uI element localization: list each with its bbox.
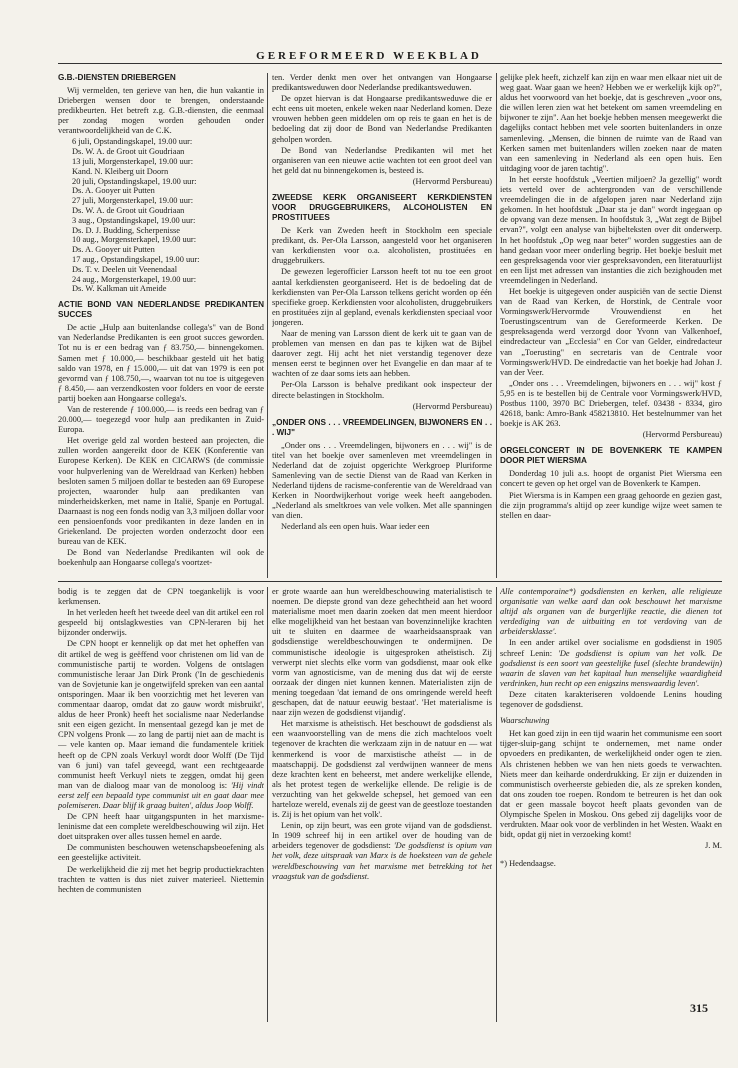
paragraph: In het eerste hoofdstuk „Veertien miljoen? Ja gezellig" wordt iets verteld over de achtergronden van de verschillende vreemdelingen die in de afgelopen jaren naar Nederland zijn gekomen. In het hoofdstuk „Daar sta je dan" wordt ingegaan op de opvang van deze mensen. In hoofdstuk 3, „Wat zegt de Bijbel ervan?", volgt een analyse van bijbelteksten over dit onderwerp. In het hoofdstuk „Op weg naar beter" worden suggesties aan de hand gedaan voor meer onderling begrip. Het boekje besluit met een gespreksagenda voor vier gespreksavonden, een literatuurlijst en een lijst met adressen van instanties die zich bezighouden met vreemdelingen in Nederland. [500,174,722,285]
paragraph: bodig is te zeggen dat de CPN toegankelijk is voor kerkmensen. [58,587,264,607]
paragraph: Het kan goed zijn in een tijd waarin het communisme een soort tijger-sluip-gang schijnt te ondernemen, met name onder opvoeders en predikanten, de werkelijkheid onder ogen te zien. Als christenen hebben we van hen niets goeds te verwachten. Niets meer dan keiharde onderdrukking. Er zijn er duizenden in communistisch overheerste gebieden die, als ze spreken konden, dat ons zouden toe roepen. Rondom te betreuren is het dan ook dat er geen massale boycot heeft plaats gevonden van de Olympische Spelen in Moskou. Ons gebed zij dagelijks voor de verdrukten. Maar ook voor de verblinden in het Westen. Waakt en bidt, opdat gij niet in verzoeking komt! [500,729,722,840]
running-head: GEREFORMEERD WEEKBLAD [256,50,482,62]
header-rule [58,63,722,64]
column-upper-1 [58,73,264,578]
paragraph [272,821,492,882]
schedule-line: 24 aug., Morgensterkapel, 19.00 uur: [72,274,197,284]
column-divider [496,587,497,1022]
column-upper-2 [272,73,492,578]
column-lower-2 [272,587,492,1022]
schedule-line: 10 aug., Morgensterkapel, 19.00 uur: [72,235,197,245]
paragraph: De Bond van Nederlandse Predikanten wil ook de boekenhulp aan Hongaarse collega's voortzet- [58,548,264,568]
column-lower-3 [500,587,722,1022]
service-schedule [58,137,264,294]
paragraph: Van de resterende ƒ 100.000,— is reeds een bedrag van ƒ 20.000,— toegezegd voor hulp aan predikanten in Zuid-Europa. [58,404,264,435]
paragraph-text: De CPN hoopt er kennelijk op dat met het opheffen van dit artikel de weg is geëffend voor christenen om lid van de communistische partij te worden. Volgens de ontslagen communistische leraar Jan Dirk Pronk ('In de geschiedenis van de Sovjetunie kan je ongetwijfeld spreken van een aantal ontsporingen. Maar ik ben voorzichtig met het leveren van commentaar daarop, omdat dat zo gauw wordt misbruikt', aldus de heer Pronk) heeft het socialisme naar Nederlandse snit een eigen gezicht. In mensentaal gezegd kan je met de CPN volgens Pronk — zo lang de partij niet aan de macht is — vele kanten op. Maar iemand die fundamentele kritiek heeft op de CPN zoals Verkuyl wordt door Wolff (De Tijd van 6 juni) van tafel geveegd, want een rechtgeaarde communist heeft Verkuyl niets te zeggen, omdat hij geen man van de dialoog maar van de monoloog is: [58,639,264,790]
paragraph: De opzet hiervan is dat Hongaarse predikantsweduwe die er echt eens uit moeten, enkele weken naar Nederland komen. Deze vrouwen hebben geen middelen om op reis te gaan en het is de bedoeling dat zij door de Bond van Nederlandse Predikanten geholpen worden. [272,94,492,144]
paragraph: In het verleden heeft het tweede deel van dit artikel een rol gespeeld bij ontslagkwesties van CPN-leraren bij het bijzonder onderwijs. [58,608,264,638]
paragraph-text: Lenin, op zijn beurt, was een grote vijand van de godsdienst. In 1909 schreef hij in een artikel over de houding van de arbeiders tegenover de godsdienst: [272,821,492,851]
column-divider [267,73,268,578]
paragraph: ten. Verder denkt men over het ontvangen van Hongaarse predikantsweduwen door Nederlandse predikantsweduwen. [272,73,492,93]
schedule-line: Kand. N. Kleiberg uit Doorn [72,166,169,176]
schedule-line: 3 aug., Opstandingskapel, 19.00 uur: [72,215,196,225]
schedule-line: Ds. T. v. Deelen uit Veenendaal [72,264,178,274]
paragraph [500,638,722,688]
quotation: 'Hij vindt eerst zelf een bepaald type communist uit en gaat daar mee polemiseren. Daar blijf ik graag buiten', aldus Joop Wolff. [58,780,264,810]
column-divider [267,587,268,1022]
paragraph: Deze citaten karakteriseren voldoende Lenins houding tegenover de godsdienst. [500,689,722,710]
schedule-line: Ds. W. A. de Groot uit Goudriaan [72,147,185,157]
schedule-line: 6 juli, Opstandingskapel, 19.00 uur: [72,137,193,147]
paragraph: De gewezen legerofficier Larsson heeft tot nu toe een groot aantal kerkdiensten georganiseerd. Het is de bedoeling dat de kerkdiensten van Per-Ola Larsson telkens gericht worden op één specifieke groep. Kerkdiensten voor alcoholisten, druggebruikers en prostituées zijn al gepland, evenals kerkdiensten speciaal voor jongeren. [272,267,492,327]
paragraph: „Onder ons . . . Vreemdelingen, bijwoners en . . . wij" kost ƒ 5,95 en is te bestellen bij de Centrale voor Vormingswerk/HVD, Postbus 1100, 3970 BC Driebergen, telef. 03438 - 8334, giro 42618, bank: Amro-Bank 458213810. Het bestelnummer van het boekje is AK 263. [500,378,722,429]
article-heading: ACTIE BOND VAN NEDERLANDSE PREDIKANTEN SUCCES [58,300,264,320]
paragraph: Het overige geld zal worden besteed aan projecten, die zullen worden aangereikt door de KEK (Konferentie van Europese Kerken). De KEK en CICARWS (de commissie voor hulpverlening van de Wereldraad van Kerken) hebben besloten samen 5 miljoen dollar te besteden aan 69 Europese projecten, waaronder hulp aan predikanten van minderheidskerken, met name in Italië, Spanje en Portugal. Daarnaast is nog een fonds nodig van 3,3 miljoen dollar voor een pensioenfonds voor predikanten in deze landen en in Griekenland. De projecten worden onderzocht door een bureau van de KEK. [58,436,264,547]
source-credit: (Hervormd Persbureau) [412,401,492,411]
article-heading: „ONDER ONS . . . VREEMDELINGEN, BIJWONERS EN . . . WIJ" [272,417,492,437]
footnote: *) Hedendaagse. [500,859,556,869]
schedule-line: Ds. D. J. Budding, Scherpenisse [72,225,180,235]
paragraph: De Kerk van Zweden heeft in Stockholm een speciale predikant, ds. Per-Ola Larsson, aangesteld voor het organiseren van kerkdiensten voor o.a. alcoholisten, prostituées en druggebruikers. [272,226,492,266]
paragraph: Het boekje is uitgegeven onder auspiciën van de sectie Dienst van de Raad van Kerken, de Horstink, de Centrale voor Vormingswerk/Hervormde Vrouwendienst en het Toerustingscentrum van de Gereformeerde Kerken. De gespreksagenda werd verzorgd door Yvonn van Valkenhoef, eindredacteur van „Ecclesia" en Cor van Gelder, eindredacteur van „Toerusting" en secretaris van de Centrale voor Vormingswerk/HVD. De eindredactie van het boekje had Johan J. van der Veer. [500,286,722,377]
paragraph: Piet Wiersma is in Kampen een graag gehoorde en gezien gast, die zijn programma's altijd op zeer kundige wijze weet samen te stellen en daar- [500,490,722,520]
paragraph: Het marxisme is atheïstisch. Het beschouwt de godsdienst als een waanvoorstelling van de mens die zich machteloos voelt tegenover de krachten die werkzaam zijn in de natuur en — wat kenmerkend is voor de marxistische atheïst — in de maatschappij. De godsdienst zal verdwijnen wanneer de mens deze krachten kent en beheerst, met andere werkelijke ellende, als het protest tegen de werkelijke ellende. De religie is de verzuchting van het gekwelde schepsel, het gemoed van een harteloze wereld, evenals zij de geest van de geestloze toestanden is. Zij is het opium van het volk'. [272,719,492,820]
article-heading: ORGELCONCERT IN DE BOVENKERK TE KAMPEN DOOR PIET WIERSMA [500,446,722,466]
schedule-line: Ds. A. Gooyer uit Putten [72,245,155,255]
paragraph: gelijke plek heeft, zichzelf kan zijn en waar men elkaar niet uit de weg gaat. Waar gaan we heen? Hebben we er werkelijk kijk op?", aldus het voorwoord van het boekje, dat is geschreven „voor ons, die willen leren zien wat het betekent om samen vreemdeling en bijwoner te zijn". Aan het boekje hebben mensen meegewerkt die dagelijks contact hebben met vele soorten buitenlanders in onze samenleving. „Mensen, die binnen de ruimte van de Raad van Kerken samen met buitenlanders willen zoeken naar de maten van een samenleving in Nederland als een open huis. Een uitdaging voor de jaren tachtig". [500,73,722,173]
paragraph: De communisten beschouwen wetenschapsbeoefening als een geestelijke activiteit. [58,843,264,863]
column-lower-1 [58,587,264,1022]
paragraph: Naar de mening van Larsson dient de kerk uit te gaan van de problemen van mensen en dan pas te kijken wat de Bijbel daarover zegt. Hij acht het niet verstandig tegenover deze mensen eerst te beginnen over het Evangelie en dan maar af te wachten of ze daar soms iets aan hebben. [272,328,492,379]
schedule-line: 27 juli, Morgensterkapel, 19.00 uur: [72,196,194,206]
subheading: Waarschuwing [500,716,550,726]
author-signature: J. M. [705,841,722,851]
paragraph: „Onder ons . . . Vreemdelingen, bijwoners en . . . wij" is de titel van het boekje over samenleven met vreemdelingen in Nederland dat de zojuist opgerichte Werkgroep Pluriforme Samenleving van de sectie Dienst van de Raad van Kerken in Nederland tijdens de racisme-conferentie van de Wereldraad van Kerken in Noordwijkerhout vorige week heeft aangeboden. „Nederland als smeltkroes van vele volken. Met alle spanningen van dien. [272,440,492,521]
paragraph-text: In een ander artikel over socialisme en godsdienst in 1905 schreef Lenin: [500,638,722,658]
quotation: 'De godsdienst is opium van het volk. De godsdienst is een soort van geestelijke fusel (slechte brandewijn) waarin de slaven van het kapitaal hun menselijke waardigheid verdrinken, hun recht op een enigszins menswaardig leven'. [500,648,722,688]
quotation: Alle contemporaine*) godsdiensten en kerken, alle religieuze organisatie van welke aard dan ook beschouwt het marxisme altijd als organen van de burgerlijke reactie, die dienen tot verdediging van de uitbuiting en tot verdoving van de arbeidersklasse'. [500,587,722,637]
section-rule [58,581,722,582]
paragraph: Nederland als een open huis. Waar ieder een [281,522,430,532]
schedule-line: 13 juli, Morgensterkapel, 19.00 uur: [72,157,194,167]
source-credit: (Hervormd Persbureau) [642,430,722,440]
paragraph: De werkelijkheid die zij met het begrip productiekrachten trachten te vatten is dus niet zuiver materieel. Niettemin hechten de communisten [58,864,264,894]
schedule-line: 20 juli, Opstandingskapel, 19.00 uur: [72,176,197,186]
schedule-line: Ds. W. Kalkman uit Ameide [72,284,167,294]
paragraph: Per-Ola Larsson is behalve predikant ook inspecteur der directe belastingen in Stockholm. [272,380,492,400]
paragraph: Donderdag 10 juli a.s. hoopt de organist Piet Wiersma een concert te geven op het orgel van de Bovenkerk te Kampen. [500,469,722,489]
schedule-line: Ds. A. Gooyer uit Putten [72,186,155,196]
page-number: 315 [690,1001,708,1015]
article-heading: G.B.-DIENSTEN DRIEBERGEN [58,73,176,82]
schedule-line: 17 aug., Opstandingskapel, 19.00 uur: [72,255,200,265]
column-divider [496,73,497,578]
paragraph [58,639,264,811]
paragraph: De Bond van Nederlandse Predikanten wil met het organiseren van een nieuwe actie wachten tot een groot deel van het geld dat nu binnengekomen is, besteed is. [272,145,492,175]
paragraph: De CPN heeft haar uitgangspunten in het marxisme-leninisme dat een complete wereldbeschouwing wil zijn. Het doet uitspraken over alles tussen hemel en aarde. [58,812,264,842]
paragraph: Wij vermelden, ten gerieve van hen, die hun vakantie in Driebergen wensen door te brengen, onderstaande predikbeurten. Het betreft z.g. G.B.-diensten, die eenmaal per zondag mogen worden gehouden onder verantwoordelijkheid van de C.K. [58,86,264,136]
article-heading: ZWEEDSE KERK ORGANISEERT KERKDIENSTEN VOOR DRUGGEBRUIKERS, ALCOHOLISTEN EN PROSTITUEES [272,193,492,223]
quotation: 'De godsdienst is opium van het volk, deze uitspraak van Marx is de hoeksteen van de gehele wereldbeschouwing van het marxisme met betrekking tot het vraagstuk van de godsdienst. [272,841,492,881]
paragraph: er grote waarde aan hun wereldbeschouwing materialistisch te noemen. De diepste grond van deze gehechtheid aan het woord materialisme moet men daarin zoeken dat men meent hierdoor elke mogelijkheid van het bestaan van bovenzinnelijke krachten uit te sluiten en daarmee de waarheidsaanspraak van godsdienstige wereldbeschouwingen te ondermijnen. De communistische ideologie is uitgesproken atheïstisch. Zij verwerpt niet slechts elke vorm van godsdienst, maar ook elke vorm van agnosticisme, van de mening dus dat wij de eerste oorzaak der dingen niet kunnen kennen. Materialisten zijn de mening toegedaan 'dat iemand de ons omringende wereld heeft geschapen, dat de natuur eeuwig bestaat'. 'Het materialisme is naar zijn wezen de godsdienst vijandig'. [272,587,492,718]
source-credit: (Hervormd Persbureau) [412,176,492,186]
schedule-line: Ds. W. A. de Groot uit Goudriaan [72,206,185,216]
column-upper-3 [500,73,722,578]
paragraph: De actie „Hulp aan buitenlandse collega's" van de Bond van Nederlandse Predikanten is een groot succes geworden. Tot nu is er een bedrag van ƒ 83.750,— binnengekomen. Samen met ƒ 10.000,— beschikbaar gesteld uit het batig saldo van 1978, en ƒ 15.000,— uit dat van 1979 is een pot gevormd van ƒ 108.750,—, waarvan tot nu toe is uitgegeven ƒ 8.450,— aan verzendkosten voor folders en voor de eerste partij boeken aan Hongaarse collega's. [58,323,264,403]
